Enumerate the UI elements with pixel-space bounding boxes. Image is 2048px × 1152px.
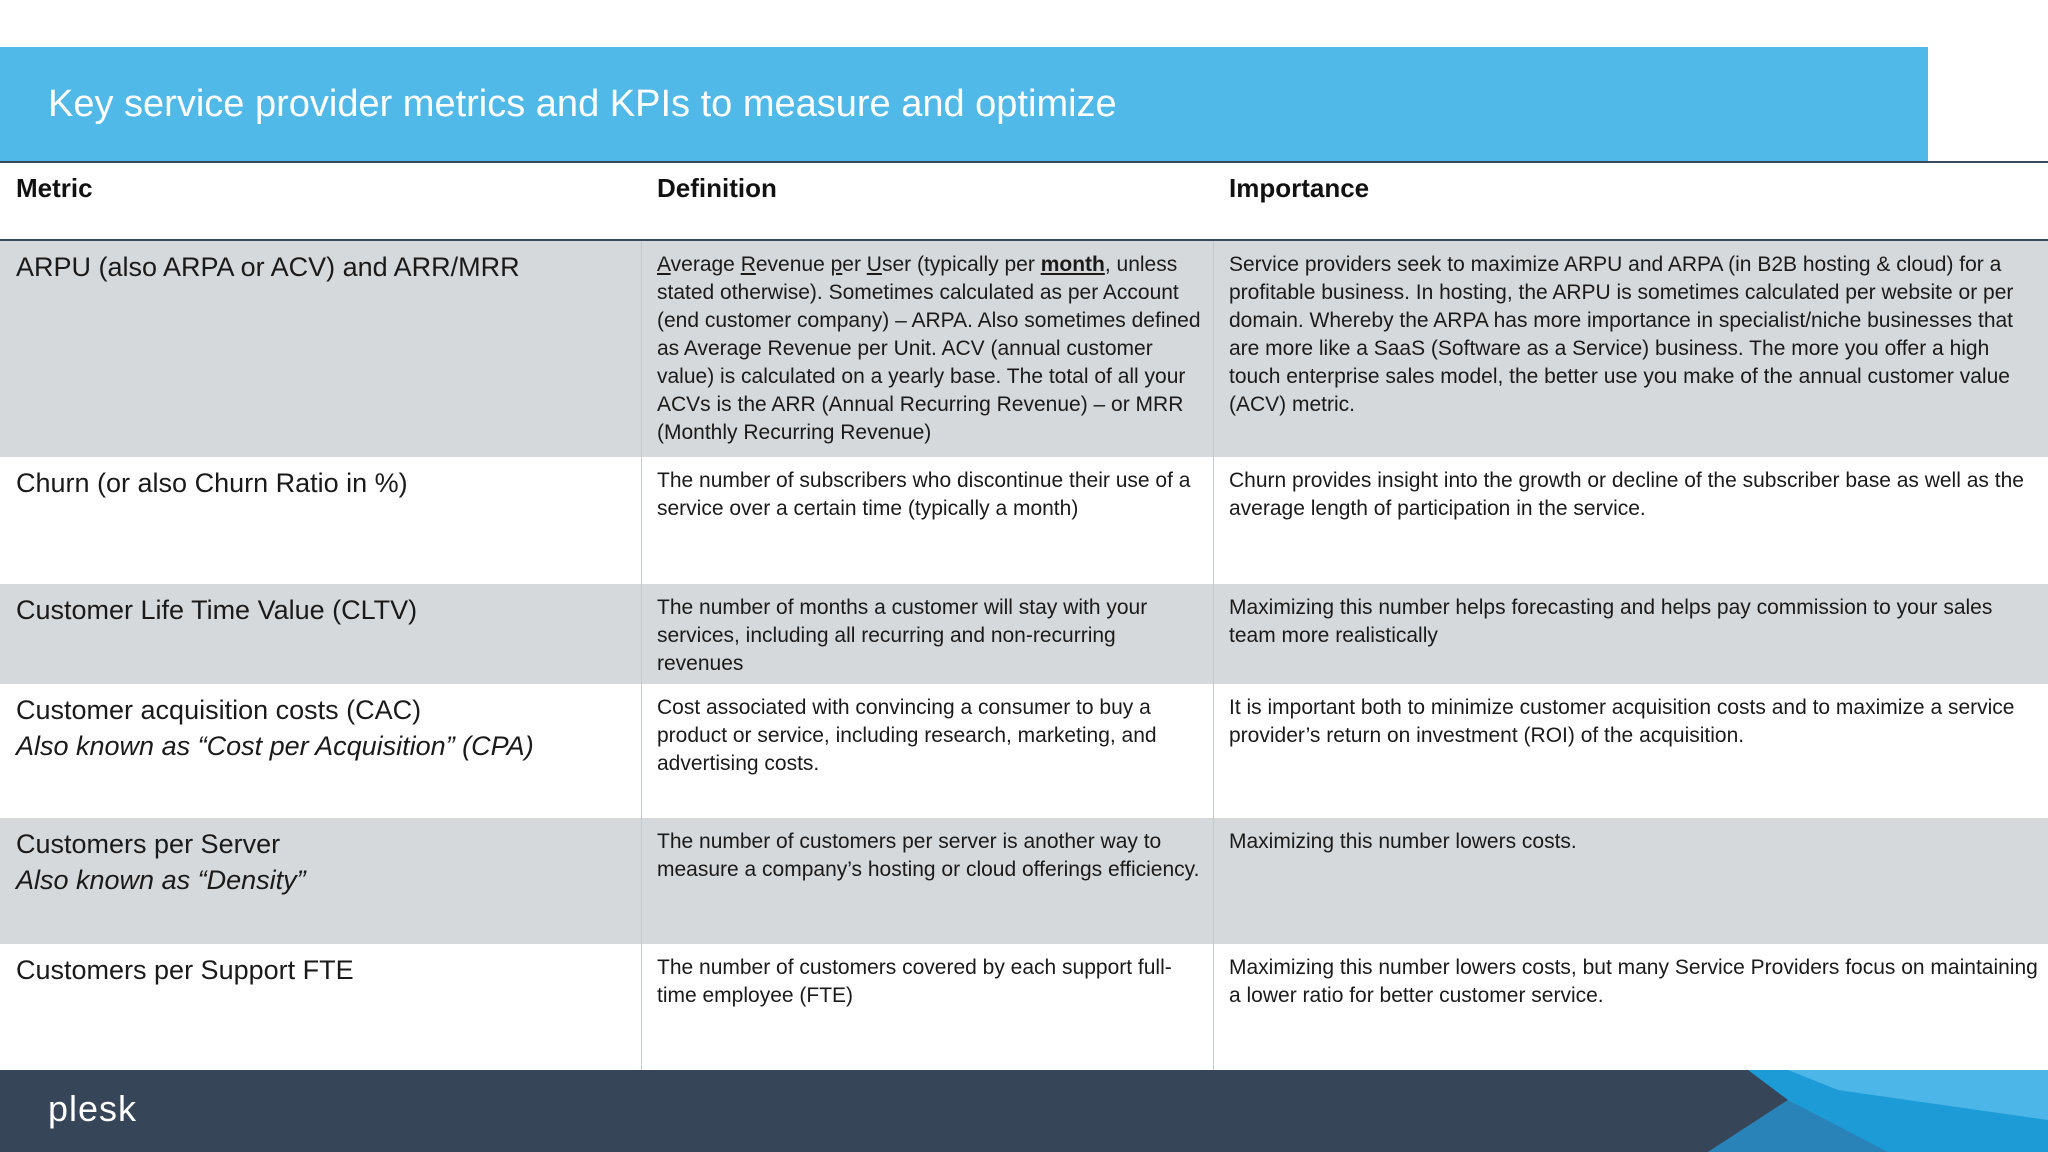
definition-cell: Cost associated with convincing a consumer to buy a product or service, including research, marketing, and advertising costs. [657,696,1157,775]
column-divider [641,584,642,684]
table-row [0,584,2048,684]
page-title: Key service provider metrics and KPIs to measure and optimize [48,83,1117,125]
table-row [0,944,2048,1070]
definition-cell: The number of months a customer will stay with your services, including all recurring and non-recurring revenues [657,596,1148,675]
definition-text: ser (typically per [881,253,1041,276]
definition-text: U [866,253,882,276]
definition-text: R [740,253,756,276]
metric-cell [16,952,636,988]
header-definition: Definition [657,173,777,203]
column-divider [1213,684,1214,818]
title-bar [0,47,1928,161]
metric-alias: Also known as “Cost per Acquisition” (CPA) [16,731,534,761]
importance-cell: Churn provides insight into the growth or decline of the subscriber base as well as the average length of participation in the service. [1229,469,2024,520]
definition-cell: The number of customers covered by each support full-time employee (FTE) [657,956,1172,1007]
table-row [0,241,2048,457]
column-divider [1213,584,1214,684]
column-divider [1213,944,1214,1070]
header-importance: Importance [1229,173,1370,203]
importance-cell: Service providers seek to maximize ARPU and ARPA (in B2B hosting & cloud) for a profitable business. In hosting, the ARPU is sometimes calculated per website or per domain. Whereby the ARPA has more importance in specialist/niche businesses that are more like a SaaS (Software as a Service) business. The more you offer a high touch enterprise sales model, the better use you make of the annual customer value (ACV) metric. [1229,253,2014,416]
definition-text: A [657,253,671,276]
definition-emphasis: month [1040,253,1105,276]
metric-cell [16,826,636,898]
metric-name: Customers per Support FTE [16,955,354,985]
metric-name: Customer acquisition costs (CAC) [16,695,422,725]
column-divider [641,818,642,944]
column-divider [641,457,642,584]
definition-text: verage [670,253,741,276]
column-divider [1213,818,1214,944]
definition-text: p [830,253,843,276]
definition-cell: The number of subscribers who discontinue their use of a service over a certain time (typically a month) [657,469,1191,520]
definition-cell: The number of customers per server is another way to measure a company’s hosting or cloud offerings efficiency. [657,830,1200,881]
column-divider [1213,241,1214,457]
importance-cell: It is important both to minimize customer acquisition costs and to maximize a service provider’s return on investment (ROI) of the acquisition. [1229,696,2015,747]
importance-cell: Maximizing this number helps forecasting and helps pay commission to your sales team more realistically [1229,596,1993,647]
definition-cell [657,251,1205,447]
metric-name: ARPU (also ARPA or ACV) and ARR/MRR [16,252,520,282]
metric-cell [16,692,636,764]
metric-name: Customers per Server [16,829,281,859]
importance-cell: Maximizing this number lowers costs. [1229,830,1577,853]
metric-alias: Also known as “Density” [16,865,306,895]
metric-cell [16,592,636,628]
plesk-logo: plesk [48,1088,138,1129]
metric-cell [16,465,636,501]
table-row [0,818,2048,944]
metric-name: Customer Life Time Value (CLTV) [16,595,418,625]
column-divider [641,684,642,818]
table-row [0,457,2048,584]
importance-cell: Maximizing this number lowers costs, but many Service Providers focus on maintaining a lower ratio for better customer service. [1229,956,2038,1007]
column-divider [641,944,642,1070]
definition-text: , unless stated otherwise). Sometimes calculated as per Account (end customer company) – ARPA. Also sometimes defined as Average Revenue per Unit. ACV (annual customer value) is calculated on a yearly base. The total of all your ACVs is the ARR (Annual Recurring Revenue) – or MRR (Monthly Recurring Revenue) [657,253,1201,444]
definition-text: er [842,253,867,276]
metric-name: Churn (or also Churn Ratio in %) [16,468,408,498]
table-row [0,684,2048,818]
column-divider [1213,457,1214,584]
metric-cell [16,249,636,285]
column-divider [641,241,642,457]
table-header-row [0,161,2048,241]
footer-decoration-icon [1708,1070,2048,1152]
definition-text: evenue [755,253,831,276]
footer [0,1070,2048,1152]
header-metric: Metric [16,173,93,203]
